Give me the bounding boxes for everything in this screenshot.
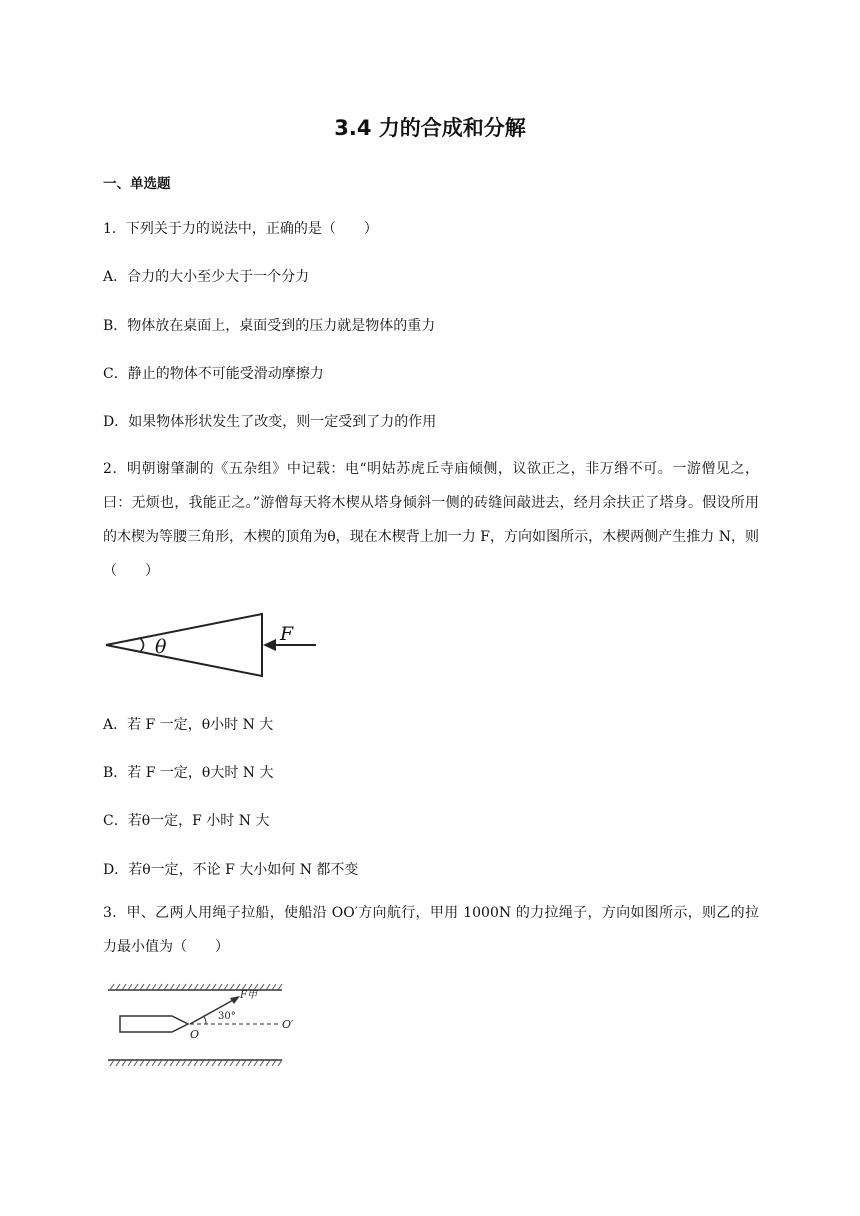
boat-outline [120, 1016, 188, 1032]
q2-option-d: D．若θ一定，不论 F 大小如何 N 都不变 [103, 862, 359, 878]
q1-option-d: D．如果物体形状发生了改变，则一定受到了力的作用 [103, 414, 437, 430]
q2-option-b: B．若 F 一定，θ大时 N 大 [103, 765, 274, 781]
angle-arc [140, 638, 144, 652]
force-arrowhead [263, 639, 276, 651]
boat-figure [100, 982, 294, 1072]
q2-option-c: C．若θ一定，F 小时 N 大 [103, 813, 270, 829]
q1-option-b: B．物体放在桌面上，桌面受到的压力就是物体的重力 [103, 318, 436, 334]
q1-stem: 1．下列关于力的说法中，正确的是（ ） [103, 221, 378, 237]
angle-label-30: 30° [218, 1011, 236, 1022]
wedge-angle-label: θ [155, 636, 167, 658]
q3-stem: 3．甲、乙两人用绳子拉船，使船沿 OO′方向航行，甲用 1000N 的力拉绳子，方向如图所示，则乙的拉力最小值为（ ） [103, 905, 759, 955]
force-label-f-jia: F甲 [240, 990, 257, 1001]
wedge-force-label: F [280, 623, 294, 645]
wedge-figure [100, 608, 325, 684]
q1-option-c: C．静止的物体不可能受滑动摩擦力 [103, 366, 324, 382]
wedge-triangle [106, 614, 262, 676]
section-heading: 一、单选题 [103, 176, 171, 192]
point-label-o-prime: O′ [282, 1018, 294, 1031]
bank-hatching-bottom [110, 1060, 282, 1066]
q2-option-a: A．若 F 一定，θ小时 N 大 [103, 717, 274, 733]
rope-force-arrowhead [230, 996, 240, 1004]
page-title: 3.4 力的合成和分解 [334, 116, 526, 140]
q2-stem: 2．明朝谢肇淛的《五杂组》中记载：电“明姑苏虎丘寺庙倾侧，议欲正之，非万缗不可。一游僧见之，曰：无烦也，我能正之。”游僧每天将木楔从塔身倾斜一侧的砖缝间敲进去，经月余扶正了塔身。假设所用的木楔为等腰三角形，木楔的顶角为θ，现在木楔背上加一力 F，方向如图所示，木楔两侧产生推力 N，则（ ） [103, 461, 759, 579]
q1-option-a: A．合力的大小至少大于一个分力 [103, 269, 310, 285]
point-label-o: O [190, 1028, 200, 1041]
